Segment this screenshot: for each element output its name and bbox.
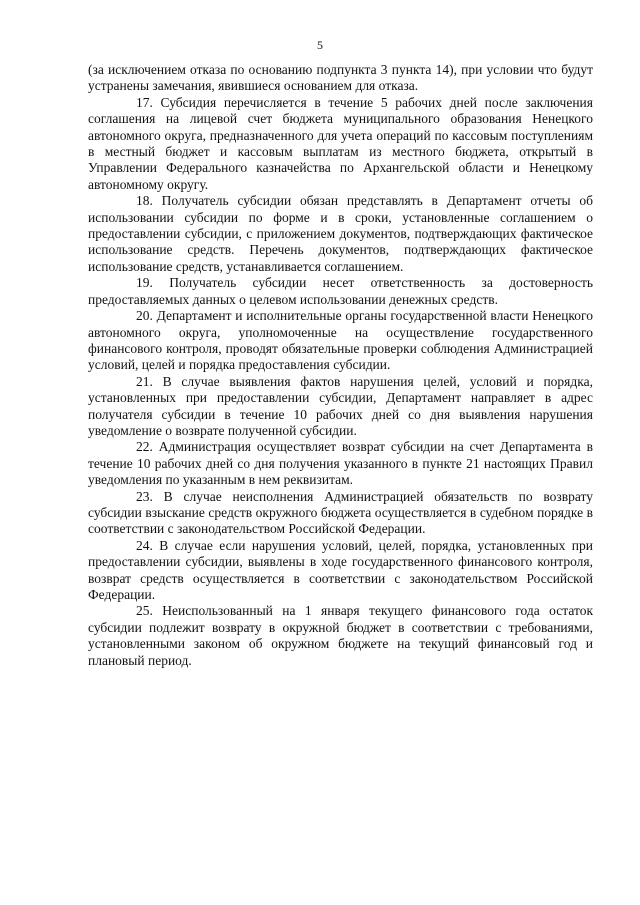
paragraph-23: 23. В случае неисполнения Администрацией обязательств по возврату субсидии взыскание средств окружного бюджета осуществляется в судебном порядке в соответствии с законодательством Российской Федерации. — [88, 488, 593, 537]
paragraph-21: 21. В случае выявления фактов нарушения целей, условий и порядка, установленных при предоставлении субсидии, Департамент направляет в адрес получателя субсидии в течение 10 рабочих дней со дня выявления нарушения уведомление о возврате полученной субсидии. — [88, 373, 593, 438]
paragraph-17: 17. Субсидия перечисляется в течение 5 рабочих дней после заключения соглашения на лицевой счет бюджета муниципального образования Ненецкого автономного округа, предназначенного для учета операций по кассовым поступлениям в местный бюджет и кассовым выплатам из местного бюджета, открытый в Управлении Федерального казначейства по Архангельской области и Ненецкому автономному округу. — [88, 94, 593, 192]
paragraph-25: 25. Неиспользованный на 1 января текущего финансового года остаток субсидии подлежит возврату в окружной бюджет в соответствии с требованиями, установленными законом об окружном бюджете на текущий финансовый год и плановый период. — [88, 603, 593, 668]
paragraph-24: 24. В случае если нарушения условий, целей, порядка, установленных при предоставлении субсидии, выявлены в ходе государственного финансового контроля, возврат средств осуществляется в соответствии с законодательством Российской Федерации. — [88, 537, 593, 602]
paragraph-20: 20. Департамент и исполнительные органы государственной власти Ненецкого автономного округа, уполномоченные на осуществление государственного финансового контроля, проводят обязательные проверки соблюдения Администрацией условий, целей и порядка предоставления субсидии. — [88, 308, 593, 373]
page-number: 5 — [317, 38, 323, 52]
paragraph-continuation: (за исключением отказа по основанию подпункта 3 пункта 14), при условии что будут устранены замечания, явившиеся основанием для отказа. — [88, 62, 593, 94]
paragraph-18: 18. Получатель субсидии обязан представлять в Департамент отчеты об использовании субсидии по форме и в сроки, установленные соглашением о предоставлении субсидии, с приложением документов, подтверждающих фактическое использование средств. Перечень документов, подтверждающих фактическое использование средств, устанавливается соглашением. — [88, 193, 593, 274]
paragraph-19: 19. Получатель субсидии несет ответственность за достоверность предоставляемых данных о целевом использовании денежных средств. — [88, 275, 593, 307]
document-body — [88, 62, 593, 669]
paragraph-22: 22. Администрация осуществляет возврат субсидии на счет Департамента в течение 10 рабочих дней со дня получения указанного в пункте 21 настоящих Правил уведомления по указанным в нем реквизитам. — [88, 439, 593, 488]
